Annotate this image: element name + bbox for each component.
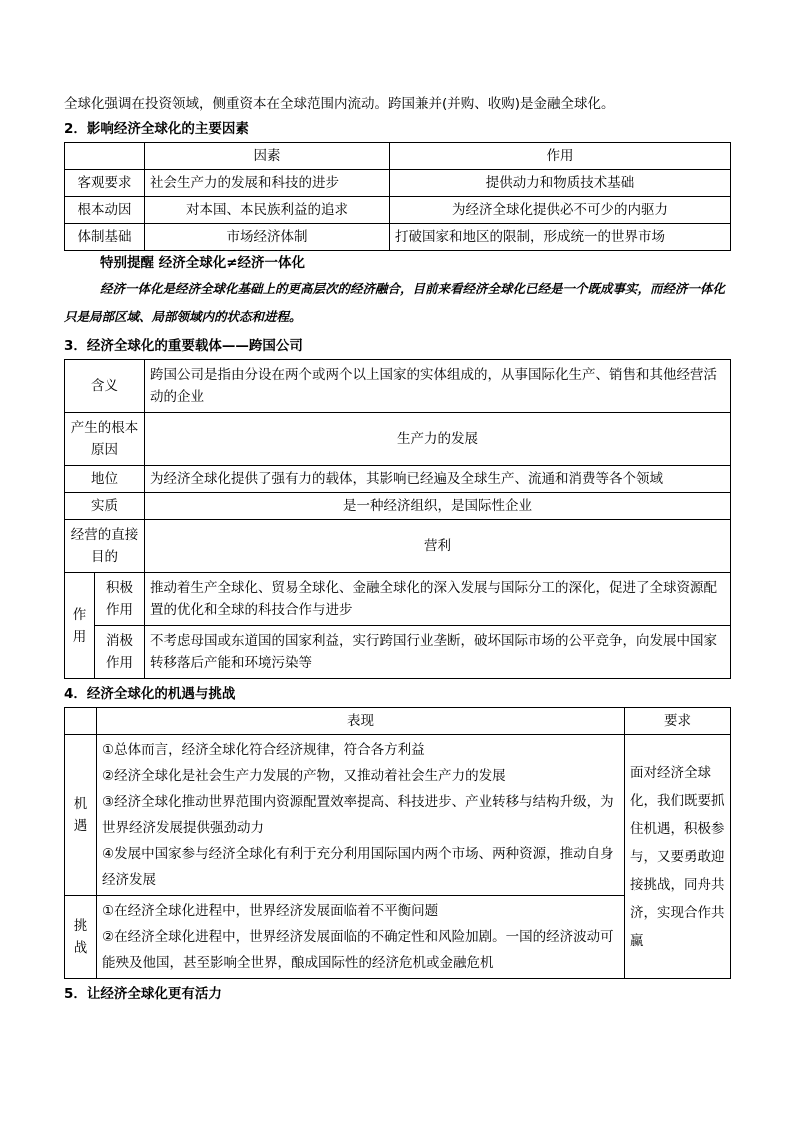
header-cell: 表现 <box>97 708 625 735</box>
header-cell: 作用 <box>390 143 731 170</box>
row-label: 含义 <box>65 360 145 413</box>
position-cell: 为经济全球化提供了强有力的载体，其影响已经遍及全球生产、流通和消费等各个领域 <box>145 466 731 493</box>
table-row <box>65 360 731 413</box>
table-row <box>65 466 731 493</box>
header-cell <box>65 708 97 735</box>
negative-cell: 不考虑母国或东道国的国家利益，实行跨国行业垄断，破坏国际市场的公平竞争，向发展中国家转移落后产能和环境污染等 <box>145 626 731 679</box>
header-cell: 因素 <box>145 143 390 170</box>
note-title: 特别提醒 经济全球化≠经济一体化 <box>100 255 306 271</box>
section3-heading: 3．经济全球化的重要载体——跨国公司 <box>64 338 303 354</box>
row-label: 经营的直接目的 <box>65 520 145 573</box>
table-header-row <box>65 708 731 735</box>
row-label: 挑战 <box>65 896 97 979</box>
row-label: 根本动因 <box>65 197 145 224</box>
row-label: 实质 <box>65 493 145 520</box>
sub-label: 消极作用 <box>95 626 145 679</box>
sub-label: 积极作用 <box>95 573 145 626</box>
list-item: ②经济全球化是社会生产力发展的产物，又推动着社会生产力的发展 <box>102 768 506 784</box>
factors-table <box>64 142 731 251</box>
list-item: ③经济全球化推动世界范围内资源配置效率提高、科技进步、产业转移与结构升级，为世界经济发展提供强劲动力 <box>102 794 614 836</box>
table-row <box>65 626 731 679</box>
row-label: 地位 <box>65 466 145 493</box>
section2-heading: 2．影响经济全球化的主要因素 <box>64 121 249 137</box>
list-item: ①总体而言，经济全球化符合经济规律，符合各方利益 <box>102 742 425 758</box>
row-label: 作用 <box>65 573 95 679</box>
header-cell <box>65 143 145 170</box>
table-row <box>65 170 731 197</box>
list-item: ④发展中国家参与经济全球化有利于充分利用国际国内两个市场、两种资源，推动自身经济发展 <box>102 846 614 888</box>
list-item: ②在经济全球化进程中，世界经济发展面临的不确定性和风险加剧。一国的经济波动可能殃及他国，甚至影响全世界，酿成国际性的经济危机或金融危机 <box>102 929 614 971</box>
effect-cell: 提供动力和物质技术基础 <box>390 170 731 197</box>
essence-cell: 是一种经济组织，是国际性企业 <box>145 493 731 520</box>
effect-cell: 打破国家和地区的限制，形成统一的世界市场 <box>390 224 731 251</box>
section4-heading: 4．经济全球化的机遇与挑战 <box>64 686 236 702</box>
document-page <box>64 92 730 1007</box>
factor-cell: 社会生产力的发展和科技的进步 <box>145 170 390 197</box>
intro-text: 全球化强调在投资领域，侧重资本在全球范围内流动。跨国兼并(并购、收购)是金融全球化。 <box>64 96 615 112</box>
meaning-cell: 跨国公司是指由分设在两个或两个以上国家的实体组成的，从事国际化生产、销售和其他经营活动的企业 <box>145 360 731 413</box>
positive-cell: 推动着生产全球化、贸易全球化、金融全球化的深入发展与国际分工的深化，促进了全球资源配置的优化和全球的科技合作与进步 <box>145 573 731 626</box>
cause-cell: 生产力的发展 <box>145 413 731 466</box>
row-label: 客观要求 <box>65 170 145 197</box>
table-row <box>65 573 731 626</box>
table-row <box>65 197 731 224</box>
opportunity-table <box>64 707 731 979</box>
table-header-row <box>65 143 731 170</box>
table-row <box>65 520 731 573</box>
row-label: 机遇 <box>65 735 97 896</box>
multinational-table <box>64 359 731 679</box>
note-text: 经济一体化是经济全球化基础上的更高层次的经济融合，目前来看经济全球化已经是一个既成事实，而经济一体化只是局部区域、局部领域内的状态和进程。 <box>64 281 726 324</box>
requirement-cell: 面对经济全球化，我们既要抓住机遇，积极参与，又要勇敢迎接挑战，同舟共济，实现合作共赢 <box>625 735 731 979</box>
table-row <box>65 224 731 251</box>
section5-heading: 5．让经济全球化更有活力 <box>64 986 222 1002</box>
row-label: 体制基础 <box>65 224 145 251</box>
opportunity-cell <box>97 735 625 896</box>
row-label: 产生的根本原因 <box>65 413 145 466</box>
list-item: ①在经济全球化进程中，世界经济发展面临着不平衡问题 <box>102 903 439 919</box>
effect-cell: 为经济全球化提供必不可少的内驱力 <box>390 197 731 224</box>
table-row <box>65 413 731 466</box>
purpose-cell: 营利 <box>145 520 731 573</box>
challenge-cell <box>97 896 625 979</box>
table-row <box>65 493 731 520</box>
header-cell: 要求 <box>625 708 731 735</box>
factor-cell: 市场经济体制 <box>145 224 390 251</box>
factor-cell: 对本国、本民族利益的追求 <box>145 197 390 224</box>
table-row <box>65 735 731 896</box>
